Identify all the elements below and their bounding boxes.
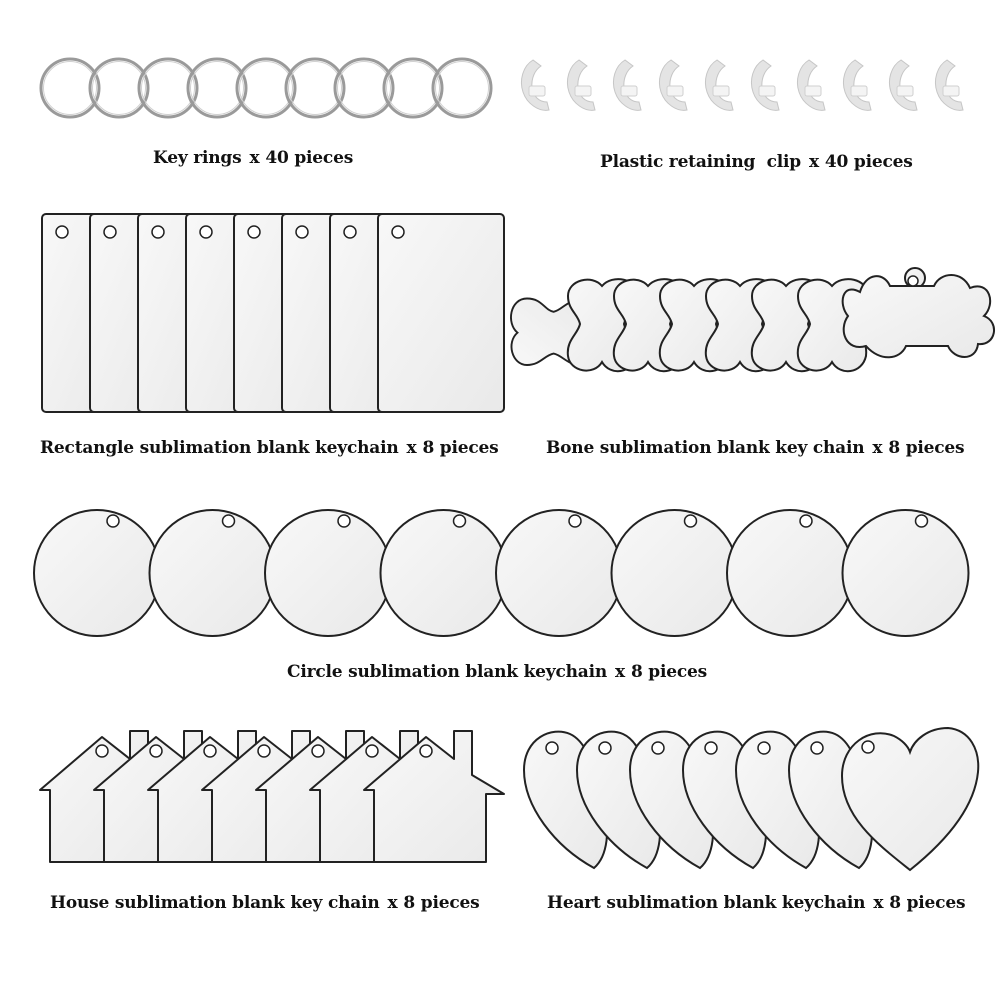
circle-blank <box>496 510 622 636</box>
circle-label: Circle sublimation blank keychain <box>287 662 607 682</box>
house-label: House sublimation blank key chain <box>50 893 380 913</box>
key-rings-qty: 40 pieces <box>265 148 354 168</box>
rectangle-caption <box>40 438 498 458</box>
plastic-clip-qty: 40 pieces <box>824 152 913 172</box>
plastic-clips-group <box>521 60 963 110</box>
rectangle-label: Rectangle sublimation blank keychain <box>40 438 399 458</box>
circle-blank <box>150 510 276 636</box>
key-rings-caption <box>153 148 353 168</box>
circle-qty: 8 pieces <box>630 662 707 682</box>
rectangle-qty: 8 pieces <box>422 438 499 458</box>
heart-label: Heart sublimation blank keychain <box>547 893 866 913</box>
bone-caption <box>546 438 964 458</box>
plastic-clip <box>751 60 779 110</box>
circle-caption <box>287 662 707 682</box>
bone-blanks-group <box>511 268 994 371</box>
rectangle-blank <box>378 214 504 412</box>
plastic-clip <box>521 60 549 110</box>
house-times: x <box>387 893 398 913</box>
circle-blank <box>34 510 160 636</box>
plastic-clip <box>613 60 641 110</box>
bone-times: x <box>872 438 883 458</box>
bone-label: Bone sublimation blank key chain <box>546 438 865 458</box>
heart-caption <box>547 893 965 913</box>
key-rings-times: x <box>249 148 260 168</box>
plastic-clip-times: x <box>808 152 819 172</box>
heart-qty: 8 pieces <box>889 893 966 913</box>
circle-blank <box>727 510 853 636</box>
circle-blank <box>612 510 738 636</box>
bone-qty: 8 pieces <box>888 438 965 458</box>
bone-blank <box>843 268 994 357</box>
house-caption <box>50 893 479 913</box>
circle-blank <box>381 510 507 636</box>
key-rings-group <box>41 59 491 117</box>
heart-blanks-group <box>524 728 978 870</box>
plastic-clip-caption <box>600 152 913 172</box>
heart-times: x <box>873 893 884 913</box>
key-rings-label: Key rings <box>153 148 242 168</box>
plastic-clip <box>797 60 825 110</box>
house-qty: 8 pieces <box>403 893 480 913</box>
rectangle-times: x <box>406 438 417 458</box>
circle-blanks-group <box>34 510 969 636</box>
plastic-clip-label: Plastic retaining clip <box>600 152 801 172</box>
plastic-clip <box>567 60 595 110</box>
plastic-clip <box>659 60 687 110</box>
house-blanks-group <box>40 731 504 862</box>
circle-blank <box>265 510 391 636</box>
rectangle-blanks-group <box>42 214 504 412</box>
circle-times: x <box>615 662 625 682</box>
plastic-clip <box>705 60 733 110</box>
plastic-clip <box>843 60 871 110</box>
circle-blank <box>843 510 969 636</box>
plastic-clip <box>889 60 917 110</box>
plastic-clip <box>935 60 963 110</box>
